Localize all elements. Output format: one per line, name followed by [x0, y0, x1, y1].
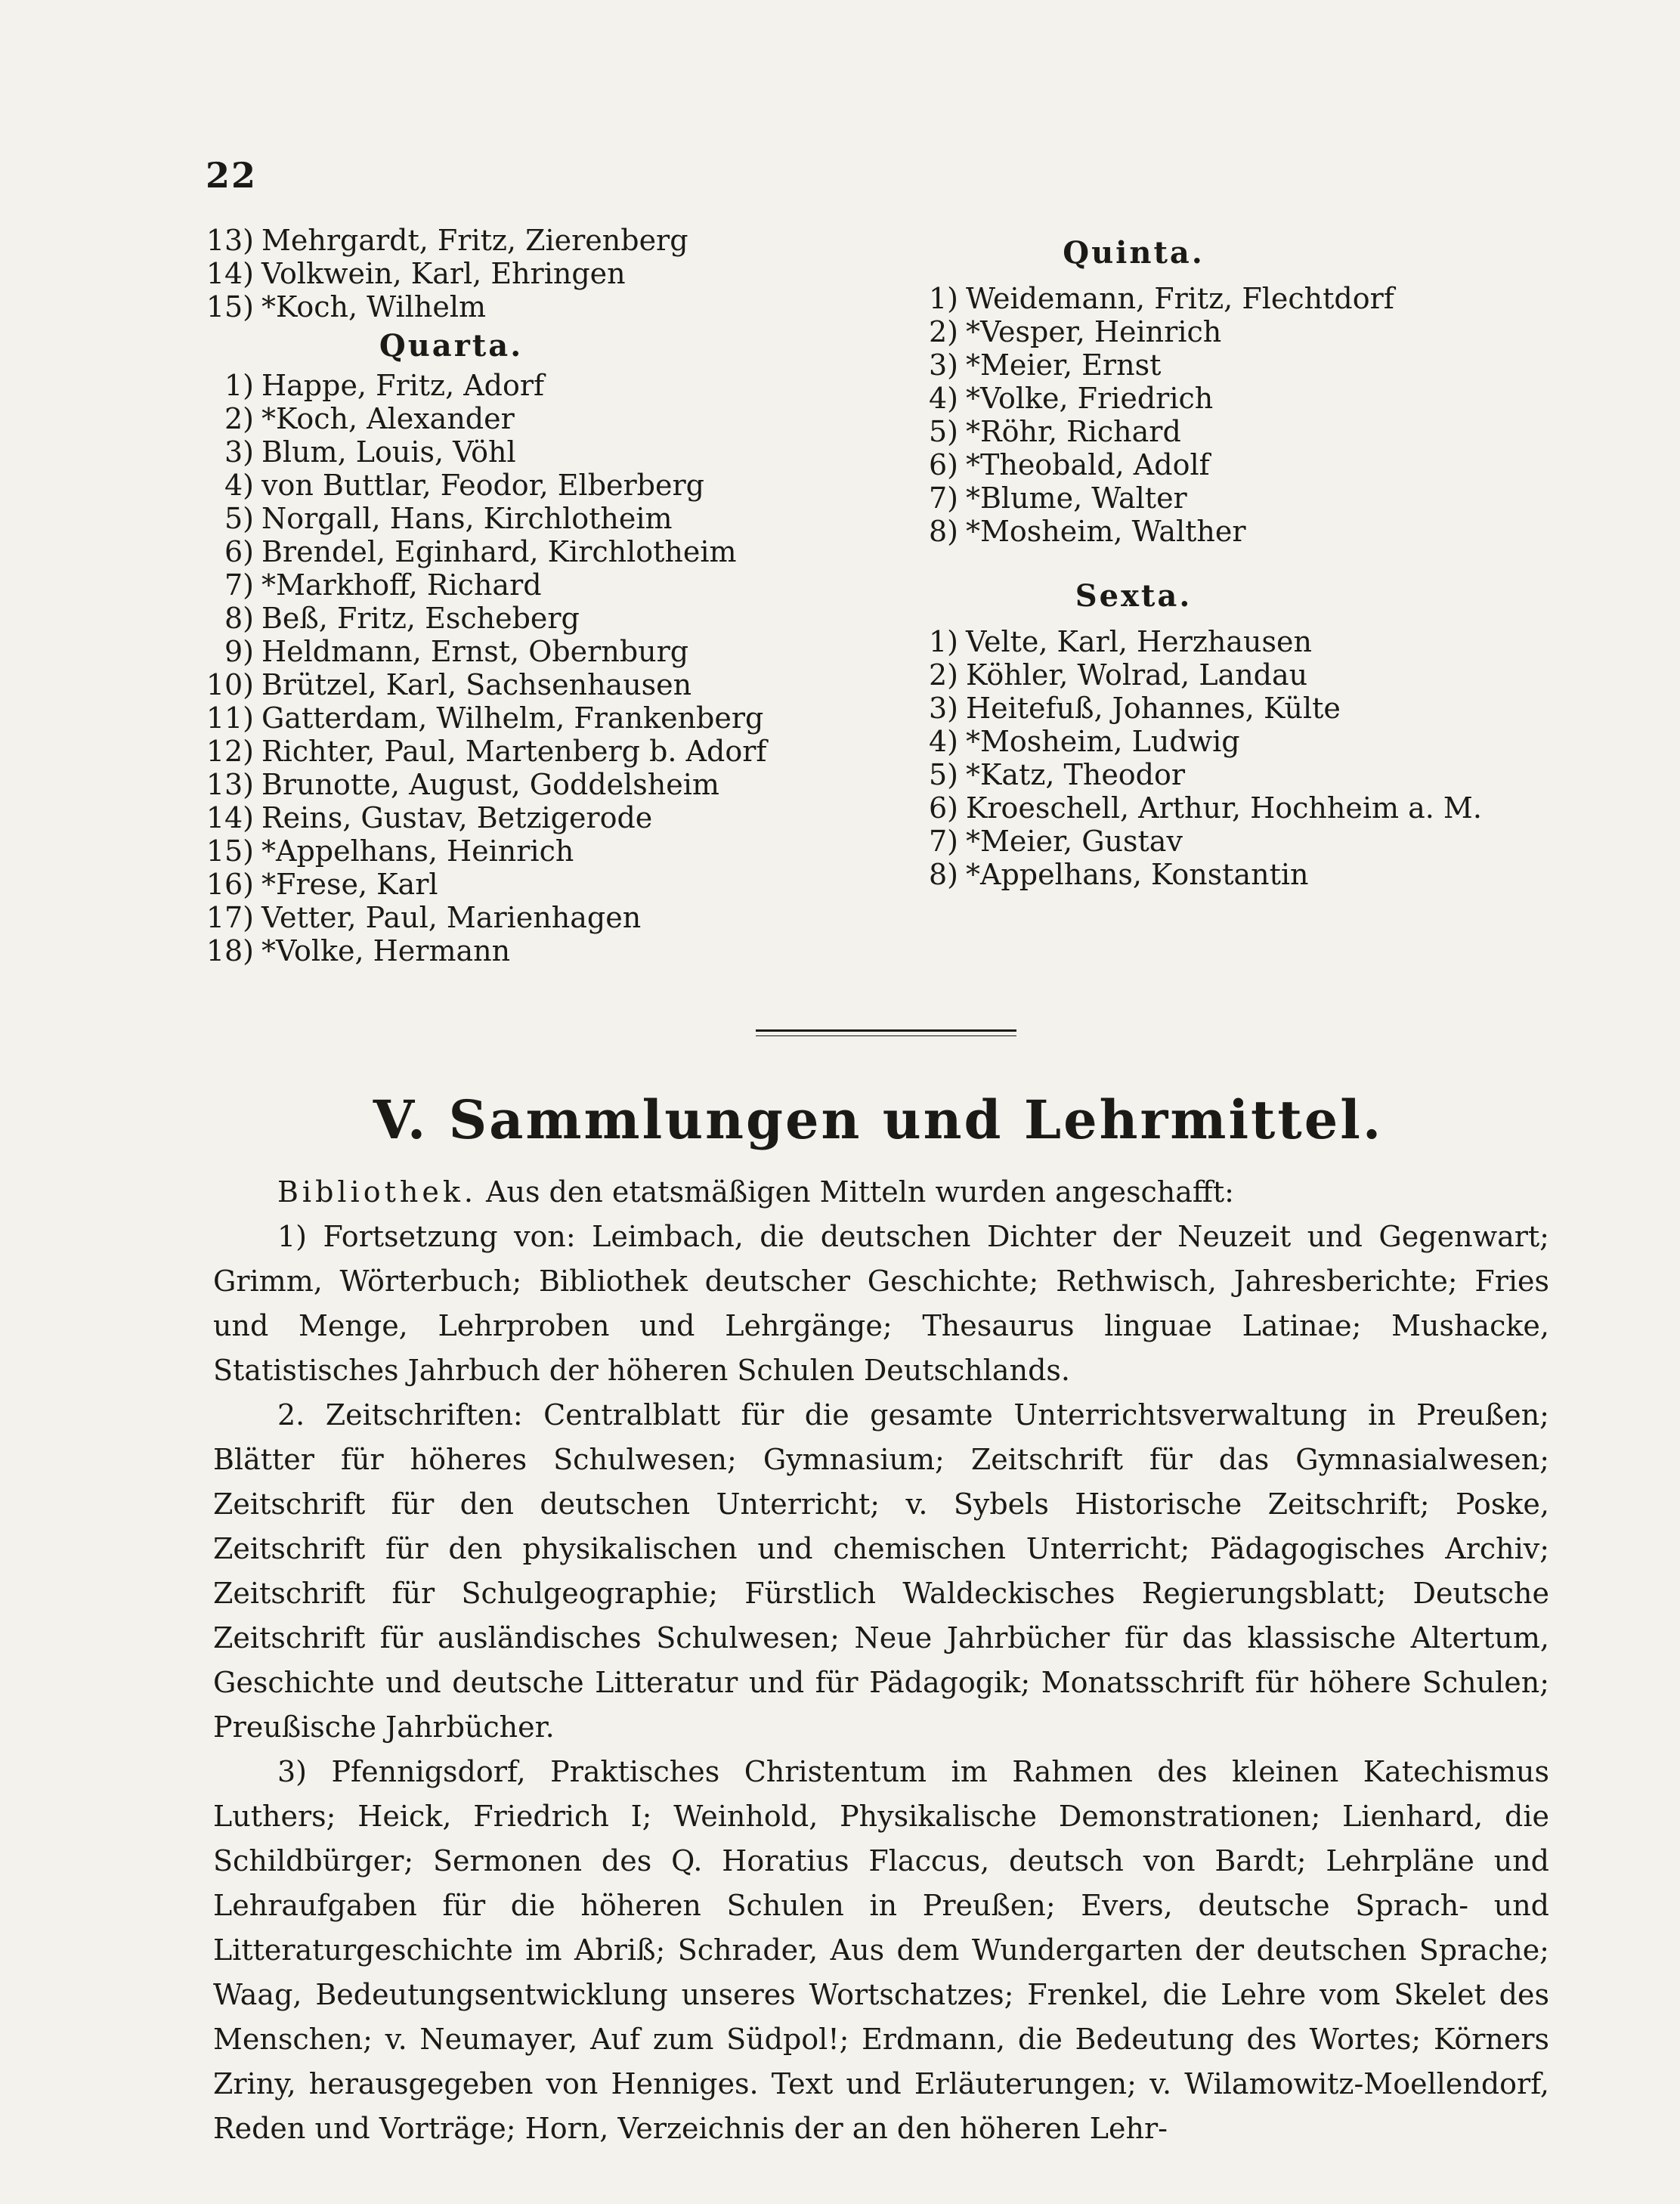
list-item: 13) Brunotte, August, Goddelsheim [206, 768, 719, 801]
list-item: 15) *Appelhans, Heinrich [206, 834, 574, 868]
list-item: 18) *Volke, Hermann [206, 934, 511, 967]
list-item: 5) Norgall, Hans, Kirchlotheim [224, 502, 673, 535]
list-item: 1) Happe, Fritz, Adorf [224, 369, 545, 402]
quarta-list [206, 369, 886, 967]
list-item: 16) *Frese, Karl [206, 868, 438, 901]
section-divider [756, 1029, 1016, 1032]
list-item: 3) Blum, Louis, Vöhl [224, 435, 516, 469]
sexta-list [922, 625, 1572, 891]
list-item: 1) Weidemann, Fritz, Flechtdorf [928, 282, 1394, 315]
list-item: 7) *Blume, Walter [928, 481, 1187, 515]
list-item: 8) Beß, Fritz, Escheberg [224, 602, 580, 635]
list-item: 5) *Röhr, Richard [928, 415, 1181, 448]
sexta-heading: Sexta. [1075, 578, 1193, 614]
list-item: 11) Gatterdam, Wilhelm, Frankenberg [206, 701, 764, 735]
section-title: V. Sammlungen und Lehrmittel. [373, 1088, 1384, 1151]
list-item: 6) *Theobald, Adolf [928, 448, 1210, 481]
right-column [922, 231, 1572, 891]
list-item: 6) Brendel, Eginhard, Kirchlotheim [224, 535, 737, 568]
list-item: 12) Richter, Paul, Martenberg b. Adorf [206, 735, 767, 768]
continuation-list [206, 224, 886, 323]
list-item: 2) *Vesper, Heinrich [928, 315, 1222, 348]
list-item: 3) Heitefuß, Johannes, Külte [928, 692, 1341, 725]
left-column [206, 224, 886, 967]
list-item: 7) *Meier, Gustav [928, 825, 1183, 858]
list-item: 15) *Koch, Wilhelm [206, 290, 487, 323]
library-label: Bibliothek. [277, 1175, 477, 1209]
list-item: 1) Velte, Karl, Herzhausen [928, 625, 1312, 658]
list-item: 14) Volkwein, Karl, Ehringen [206, 257, 626, 290]
list-item: 4) *Volke, Friedrich [928, 382, 1214, 415]
list-item: 13) Mehrgardt, Fritz, Zierenberg [206, 224, 688, 257]
quinta-heading: Quinta. [1063, 235, 1205, 271]
list-item: 14) Reins, Gustav, Betzigerode [206, 801, 653, 834]
library-intro: Aus den etatsmäßigen Mitteln wurden angeschafft: [486, 1175, 1234, 1209]
section-body [213, 1170, 1549, 2151]
list-item: 8) *Mosheim, Walther [928, 515, 1246, 548]
quarta-heading: Quarta. [379, 328, 524, 364]
paragraph-3: 3) Pfennigsdorf, Praktisches Christentum im Rahmen des kleinen Katechismus Luthers; Heick, Friedrich I; Weinhold, Physikalische Demonstrationen; Lienhard, die Schildbürger; Sermonen des Q. Horatius Flaccus, deutsch von Bardt; Lehrpläne und Lehraufgaben für die höheren Schulen in Preußen; Evers, deutsche Sprach- und Litteraturgeschichte im Abriß; Schrader, Aus dem Wundergarten der deutschen Sprache; Waag, Bedeutungsentwicklung unseres Wortschatzes; Frenkel, die Lehre vom Skelet des Menschen; v. Neumayer, Auf zum Südpol!; Erdmann, die Bedeutung des Wortes; Körners Zriny, herausgegeben von Henniges. Text und Erläuterungen; v. Wilamowitz-Moellendorf, Reden und Vorträge; Horn, Verzeichnis der an den höheren Lehr- [213, 1755, 1549, 2145]
list-item: 4) von Buttlar, Feodor, Elberberg [224, 469, 704, 502]
page-number: 22 [206, 155, 258, 196]
list-item: 3) *Meier, Ernst [928, 348, 1162, 382]
list-item: 17) Vetter, Paul, Marienhagen [206, 901, 642, 934]
list-item: 9) Heldmann, Ernst, Obernburg [224, 635, 689, 668]
list-item: 4) *Mosheim, Ludwig [928, 725, 1240, 758]
list-item: 10) Brützel, Karl, Sachsenhausen [206, 668, 692, 701]
paragraph-2: 2. Zeitschriften: Centralblatt für die gesamte Unterrichtsverwaltung in Preußen; Blätter für höheres Schulwesen; Gymnasium; Zeitschrift für das Gymnasialwesen; Zeitschrift für den deutschen Unterricht; v. Sybels Historische Zeitschrift; Poske, Zeitschrift für den physikalischen und chemischen Unterricht; Pädagogisches Archiv; Zeitschrift für Schulgeographie; Fürstlich Waldeckisches Regierungsblatt; Deutsche Zeitschrift für ausländisches Schulwesen; Neue Jahrbücher für das klassische Altertum, Geschichte und deutsche Litteratur und für Pädagogik; Monatsschrift für höhere Schulen; Preußische Jahrbücher. [213, 1398, 1549, 1744]
list-item: 6) Kroeschell, Arthur, Hochheim a. M. [928, 791, 1482, 825]
list-item: 5) *Katz, Theodor [928, 758, 1186, 791]
library-intro-paragraph [213, 1170, 1549, 1215]
paragraph-1: 1) Fortsetzung von: Leimbach, die deutschen Dichter der Neuzeit und Gegenwart; Grimm, Wörterbuch; Bibliothek deutscher Geschichte; Rethwisch, Jahresberichte; Fries und Menge, Lehrproben und Lehrgänge; Thesaurus linguae Latinae; Mushacke, Statistisches Jahrbuch der höheren Schulen Deutschlands. [213, 1220, 1549, 1387]
list-item: 2) *Koch, Alexander [224, 402, 515, 435]
quinta-list [922, 282, 1572, 548]
list-item: 2) Köhler, Wolrad, Landau [928, 658, 1308, 692]
list-item: 7) *Markhoff, Richard [224, 568, 542, 602]
list-item: 8) *Appelhans, Konstantin [928, 858, 1309, 891]
